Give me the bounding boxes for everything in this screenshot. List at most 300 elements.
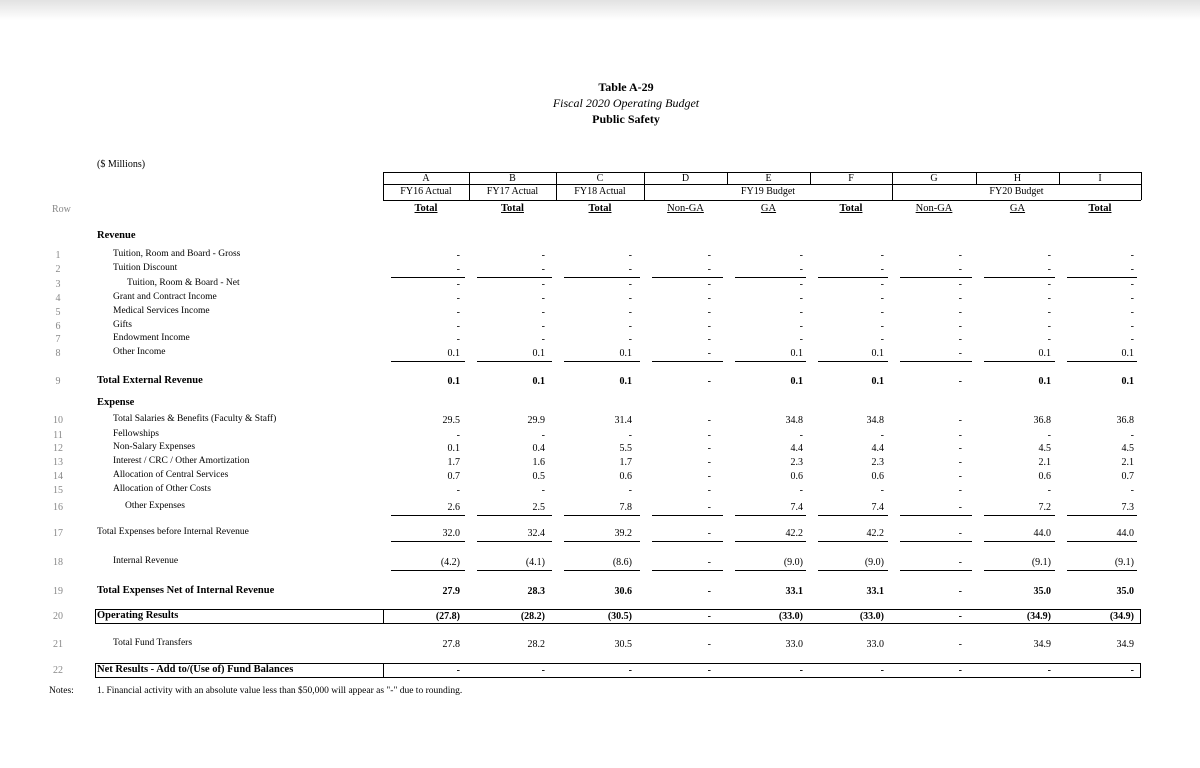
table-cell: - <box>958 307 962 318</box>
subtotal-rule <box>984 277 1055 278</box>
column-subheader: Total <box>839 203 863 214</box>
subtotal-rule <box>652 541 723 542</box>
table-cell: - <box>541 485 545 496</box>
table-cell: 0.6 <box>790 471 803 482</box>
column-letter: B <box>509 173 516 184</box>
row-number: 20 <box>53 611 63 622</box>
table-cell: - <box>628 485 632 496</box>
subtotal-rule <box>564 277 640 278</box>
table-cell: - <box>1130 334 1134 345</box>
table-cell: - <box>707 485 711 496</box>
row-column-header: Row <box>52 204 71 215</box>
table-cell: 7.4 <box>790 502 803 513</box>
table-cell: - <box>799 334 803 345</box>
table-cell: 34.8 <box>866 415 884 426</box>
section-expense: Expense <box>97 397 135 408</box>
table-cell: 2.5 <box>532 502 545 513</box>
table-cell: 0.1 <box>1121 376 1134 387</box>
row-label: Total Fund Transfers <box>113 638 193 648</box>
table-cell: 42.2 <box>785 528 803 539</box>
table-cell: 4.5 <box>1121 443 1134 454</box>
table-cell: - <box>880 293 884 304</box>
table-cell: - <box>456 307 460 318</box>
row-label: Total External Revenue <box>97 375 203 386</box>
table-cell: - <box>1047 665 1051 676</box>
column-subheader: Non-GA <box>667 203 704 214</box>
column-subheader: GA <box>760 203 777 214</box>
table-cell: - <box>958 586 962 597</box>
subtotal-rule <box>477 361 552 362</box>
column-group-label: FY18 Actual <box>574 186 626 197</box>
table-cell: - <box>628 264 632 275</box>
table-cell: - <box>1130 250 1134 261</box>
row-box <box>95 609 1141 624</box>
table-cell: (28.2) <box>520 611 545 622</box>
subtotal-rule <box>984 361 1055 362</box>
row-number: 7 <box>55 334 61 345</box>
units-label: ($ Millions) <box>97 159 146 170</box>
row-label: Allocation of Central Services <box>113 470 229 480</box>
table-cell: - <box>880 430 884 441</box>
table-cell: 0.7 <box>1121 471 1134 482</box>
table-cell: - <box>1047 430 1051 441</box>
table-cell: 2.1 <box>1038 457 1051 468</box>
subtotal-rule <box>1067 541 1137 542</box>
table-cell: 7.8 <box>619 502 632 513</box>
table-cell: - <box>456 485 460 496</box>
table-cell: 33.0 <box>785 639 803 650</box>
notes-label: Notes: <box>49 686 74 696</box>
table-cell: - <box>880 665 884 676</box>
table-cell: (4.2) <box>440 557 460 568</box>
table-cell: (9.1) <box>1114 557 1134 568</box>
row-number: 15 <box>53 485 63 496</box>
table-cell: - <box>707 457 711 468</box>
table-cell: - <box>707 279 711 290</box>
header-group-divider <box>1141 172 1142 200</box>
table-cell: 2.3 <box>871 457 884 468</box>
table-cell: (9.0) <box>864 557 884 568</box>
subtotal-rule <box>391 277 465 278</box>
table-cell: 0.1 <box>1038 348 1051 359</box>
table-cell: 0.1 <box>871 348 884 359</box>
table-cell: - <box>799 279 803 290</box>
table-cell: 0.4 <box>532 443 545 454</box>
column-subheader: GA <box>1009 203 1026 214</box>
table-cell: (27.8) <box>435 611 460 622</box>
table-cell: 0.1 <box>619 376 632 387</box>
subtotal-rule <box>900 570 972 571</box>
table-cell: 1.7 <box>619 457 632 468</box>
table-cell: (33.0) <box>778 611 803 622</box>
subtotal-rule <box>652 277 723 278</box>
subtotal-rule <box>984 541 1055 542</box>
table-cell: 0.7 <box>447 471 460 482</box>
subtotal-rule <box>735 277 806 278</box>
table-cell: - <box>1047 293 1051 304</box>
table-cell: 30.5 <box>614 639 632 650</box>
table-cell: 2.3 <box>790 457 803 468</box>
column-letter: H <box>1013 173 1022 184</box>
table-cell: - <box>456 250 460 261</box>
table-cell: - <box>707 665 711 676</box>
table-cell: - <box>707 528 711 539</box>
subtotal-rule <box>564 570 640 571</box>
table-cell: (34.9) <box>1026 611 1051 622</box>
table-cell: - <box>541 665 545 676</box>
table-cell: 2.1 <box>1121 457 1134 468</box>
row-number: 4 <box>55 293 61 304</box>
table-cell: - <box>880 307 884 318</box>
table-cell: - <box>707 307 711 318</box>
table-cell: - <box>707 502 711 513</box>
table-cell: - <box>628 293 632 304</box>
table-cell: - <box>1130 321 1134 332</box>
row-label: Total Salaries & Benefits (Faculty & Staff) <box>113 414 277 424</box>
table-cell: - <box>958 376 962 387</box>
table-cell: - <box>880 485 884 496</box>
table-cell: - <box>707 471 711 482</box>
table-cell: 33.1 <box>866 586 884 597</box>
table-cell: (30.5) <box>607 611 632 622</box>
table-cell: - <box>958 250 962 261</box>
table-cell: - <box>958 430 962 441</box>
table-number: Table A-29 <box>598 80 654 94</box>
table-title: Public Safety <box>592 112 660 126</box>
table-cell: - <box>541 430 545 441</box>
table-cell: - <box>628 430 632 441</box>
table-cell: 31.4 <box>614 415 632 426</box>
table-cell: 0.5 <box>532 471 545 482</box>
table-cell: - <box>958 293 962 304</box>
table-cell: - <box>799 485 803 496</box>
table-cell: - <box>707 430 711 441</box>
table-cell: - <box>628 321 632 332</box>
table-cell: - <box>456 321 460 332</box>
row-number: 17 <box>53 528 63 539</box>
row-number: 5 <box>55 307 61 318</box>
table-cell: 27.9 <box>442 586 460 597</box>
table-cell: - <box>707 348 711 359</box>
table-cell: - <box>958 557 962 568</box>
subtotal-rule <box>984 570 1055 571</box>
row-box-divider <box>383 609 384 624</box>
column-subheader: Total <box>1088 203 1112 214</box>
subtotal-rule <box>477 570 552 571</box>
table-cell: - <box>958 279 962 290</box>
table-cell: - <box>958 334 962 345</box>
table-cell: - <box>456 665 460 676</box>
row-number: 13 <box>53 457 63 468</box>
row-label: Net Results - Add to/(Use of) Fund Balances <box>97 664 294 675</box>
table-cell: 0.1 <box>619 348 632 359</box>
table-cell: - <box>958 639 962 650</box>
table-cell: - <box>958 443 962 454</box>
subtotal-rule <box>391 570 465 571</box>
table-cell: 0.1 <box>447 443 460 454</box>
table-cell: - <box>628 334 632 345</box>
subtotal-rule <box>735 570 806 571</box>
table-cell: - <box>541 334 545 345</box>
subtotal-rule <box>900 277 972 278</box>
section-revenue: Revenue <box>97 230 136 241</box>
row-number: 3 <box>55 279 61 290</box>
subtotal-rule <box>818 277 888 278</box>
table-cell: 0.1 <box>447 348 460 359</box>
column-letter: I <box>1098 173 1102 184</box>
row-label: Total Expenses before Internal Revenue <box>97 527 249 537</box>
table-cell: 0.1 <box>447 376 460 387</box>
table-cell: - <box>707 639 711 650</box>
row-number: 8 <box>55 348 61 359</box>
table-cell: - <box>1047 279 1051 290</box>
header-divider <box>383 184 1141 185</box>
row-label: Internal Revenue <box>113 556 179 566</box>
column-group-label: FY19 Budget <box>740 186 796 197</box>
table-cell: - <box>958 528 962 539</box>
table-cell: - <box>541 307 545 318</box>
table-cell: - <box>456 293 460 304</box>
table-cell: - <box>541 321 545 332</box>
table-cell: 32.0 <box>442 528 460 539</box>
table-cell: 4.4 <box>790 443 803 454</box>
table-cell: 0.1 <box>790 348 803 359</box>
subtotal-rule <box>1067 515 1137 516</box>
column-group-label: FY20 Budget <box>989 186 1044 197</box>
table-cell: - <box>958 264 962 275</box>
table-cell: - <box>880 264 884 275</box>
table-cell: - <box>1130 293 1134 304</box>
table-cell: 0.6 <box>1038 471 1051 482</box>
table-cell: 35.0 <box>1116 586 1134 597</box>
column-group-label: FY16 Actual <box>400 186 452 197</box>
table-cell: - <box>958 348 962 359</box>
subtotal-rule <box>818 541 888 542</box>
table-cell: - <box>628 307 632 318</box>
subtotal-rule <box>1067 361 1137 362</box>
table-cell: 7.3 <box>1121 502 1134 513</box>
table-cell: 32.4 <box>527 528 545 539</box>
subtotal-rule <box>652 515 723 516</box>
table-cell: - <box>880 334 884 345</box>
table-cell: 39.2 <box>614 528 632 539</box>
row-label: Operating Results <box>97 610 179 621</box>
table-cell: 4.5 <box>1038 443 1051 454</box>
table-cell: - <box>958 502 962 513</box>
row-number: 18 <box>53 557 63 568</box>
table-cell: - <box>456 264 460 275</box>
row-label: Total Expenses Net of Internal Revenue <box>97 585 275 596</box>
table-cell: 34.8 <box>785 415 803 426</box>
table-cell: 7.4 <box>871 502 884 513</box>
table-cell: 5.5 <box>619 443 632 454</box>
table-cell: - <box>1047 321 1051 332</box>
table-cell: - <box>541 264 545 275</box>
table-cell: 33.0 <box>866 639 884 650</box>
table-cell: - <box>707 443 711 454</box>
table-cell: - <box>1047 485 1051 496</box>
table-cell: - <box>799 665 803 676</box>
table-cell: - <box>799 293 803 304</box>
subtotal-rule <box>391 541 465 542</box>
row-number: 11 <box>53 430 63 441</box>
table-cell: - <box>1130 485 1134 496</box>
table-cell: 35.0 <box>1033 586 1051 597</box>
row-number: 19 <box>53 586 63 597</box>
table-cell: - <box>707 321 711 332</box>
table-cell: 36.8 <box>1033 415 1051 426</box>
table-cell: 0.1 <box>790 376 803 387</box>
row-box <box>95 663 1141 678</box>
table-cell: 34.9 <box>1116 639 1134 650</box>
table-cell: - <box>799 250 803 261</box>
table-cell: 33.1 <box>785 586 803 597</box>
header-bottom-border <box>383 200 1141 201</box>
table-cell: - <box>541 293 545 304</box>
table-cell: 36.8 <box>1116 415 1134 426</box>
subtotal-rule <box>477 277 552 278</box>
row-label: Endowment Income <box>113 333 190 343</box>
subtotal-rule <box>900 515 972 516</box>
table-cell: - <box>707 334 711 345</box>
table-cell: - <box>1130 430 1134 441</box>
subtotal-rule <box>900 361 972 362</box>
row-number: 14 <box>53 471 63 482</box>
subtotal-rule <box>818 570 888 571</box>
table-cell: - <box>628 665 632 676</box>
subtotal-rule <box>652 570 723 571</box>
table-cell: - <box>707 557 711 568</box>
subtotal-rule <box>1067 570 1137 571</box>
table-cell: 0.1 <box>871 376 884 387</box>
table-cell: - <box>799 307 803 318</box>
table-cell: - <box>958 457 962 468</box>
row-label: Non-Salary Expenses <box>113 442 196 452</box>
table-cell: (34.9) <box>1109 611 1134 622</box>
table-cell: (4.1) <box>525 557 545 568</box>
table-cell: 1.7 <box>447 457 460 468</box>
table-cell: 44.0 <box>1033 528 1051 539</box>
subtotal-rule <box>391 361 465 362</box>
column-letter: C <box>596 173 604 184</box>
row-label: Other Income <box>113 347 166 357</box>
table-cell: - <box>456 430 460 441</box>
row-number: 22 <box>53 665 63 676</box>
subtotal-rule <box>900 541 972 542</box>
column-letter: G <box>930 173 938 184</box>
row-number: 10 <box>53 415 63 426</box>
subtotal-rule <box>391 515 465 516</box>
row-number: 1 <box>55 250 61 261</box>
table-cell: 0.1 <box>532 348 545 359</box>
table-cell: - <box>958 415 962 426</box>
row-label: Allocation of Other Costs <box>113 484 211 494</box>
table-cell: (9.0) <box>783 557 803 568</box>
table-cell: - <box>707 293 711 304</box>
table-cell: - <box>799 264 803 275</box>
table-cell: - <box>707 586 711 597</box>
table-cell: 0.1 <box>1121 348 1134 359</box>
row-label: Fellowships <box>113 429 159 439</box>
table-cell: - <box>958 471 962 482</box>
row-label: Tuition, Room & Board - Net <box>127 278 240 288</box>
table-cell: - <box>1130 665 1134 676</box>
subtotal-rule <box>735 361 806 362</box>
subtotal-rule <box>984 515 1055 516</box>
table-cell: 0.6 <box>619 471 632 482</box>
table-cell: - <box>958 611 962 622</box>
column-letter: F <box>848 173 854 184</box>
table-cell: (9.1) <box>1031 557 1051 568</box>
table-cell: 29.9 <box>527 415 545 426</box>
row-label: Gifts <box>113 320 132 330</box>
table-cell: 7.2 <box>1038 502 1051 513</box>
subtotal-rule <box>652 361 723 362</box>
table-cell: - <box>799 321 803 332</box>
subtotal-rule <box>564 541 640 542</box>
row-label: Tuition Discount <box>113 263 178 273</box>
row-label: Grant and Contract Income <box>113 292 217 302</box>
table-cell: 42.2 <box>866 528 884 539</box>
table-cell: 34.9 <box>1033 639 1051 650</box>
table-cell: - <box>1047 307 1051 318</box>
table-cell: - <box>1047 250 1051 261</box>
table-cell: - <box>880 321 884 332</box>
table-cell: - <box>541 250 545 261</box>
column-letter: E <box>765 173 772 184</box>
row-number: 16 <box>53 502 63 513</box>
table-cell: 0.6 <box>871 471 884 482</box>
column-subheader: Non-GA <box>915 203 953 214</box>
row-label: Medical Services Income <box>113 306 210 316</box>
row-number: 6 <box>55 321 61 332</box>
table-cell: 27.8 <box>442 639 460 650</box>
column-subheader: Total <box>588 203 612 214</box>
table-cell: - <box>541 279 545 290</box>
row-number: 21 <box>53 639 63 650</box>
column-subheader: Total <box>501 203 524 214</box>
table-cell: - <box>799 430 803 441</box>
table-cell: 28.2 <box>527 639 545 650</box>
table-cell: 0.1 <box>532 376 545 387</box>
table-cell: - <box>707 415 711 426</box>
table-cell: - <box>1130 264 1134 275</box>
table-cell: (33.0) <box>859 611 884 622</box>
table-cell: - <box>880 250 884 261</box>
subtotal-rule <box>477 541 552 542</box>
column-group-label: FY17 Actual <box>486 186 539 197</box>
column-letter: D <box>681 173 690 184</box>
subtotal-rule <box>818 515 888 516</box>
row-label: Interest / CRC / Other Amortization <box>113 456 250 466</box>
table-cell: 30.6 <box>614 586 632 597</box>
table-subtitle: Fiscal 2020 Operating Budget <box>552 96 700 110</box>
row-number: 9 <box>55 376 61 387</box>
notes-text: 1. Financial activity with an absolute value less than $50,000 will appear as "-" due to rounding. <box>97 686 463 696</box>
row-label: Tuition, Room and Board - Gross <box>113 249 241 259</box>
table-cell: - <box>1130 307 1134 318</box>
table-cell: 0.1 <box>1038 376 1051 387</box>
table-cell: - <box>707 376 711 387</box>
table-cell: - <box>958 485 962 496</box>
subtotal-rule <box>564 515 640 516</box>
table-cell: - <box>707 264 711 275</box>
table-cell: 29.5 <box>442 415 460 426</box>
row-number: 2 <box>55 264 61 275</box>
subtotal-rule <box>735 541 806 542</box>
row-label: Other Expenses <box>125 501 185 511</box>
table-cell: - <box>707 250 711 261</box>
